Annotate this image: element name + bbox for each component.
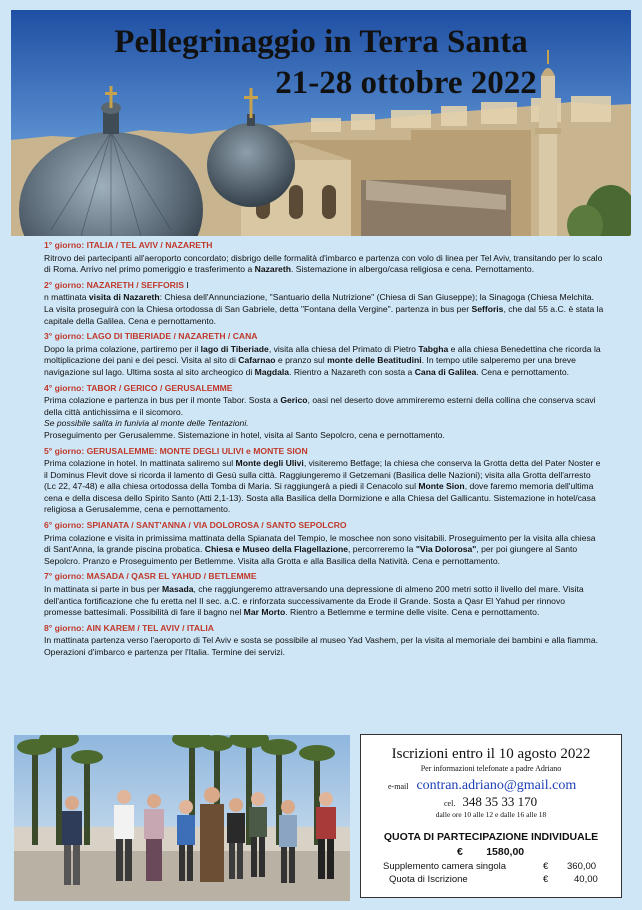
quota-amount: 1580,00 [486,846,525,858]
signup-deadline: Iscrizioni entro il 10 agosto 2022 [391,746,591,762]
highlight-text: Monte degli Ulivi [235,458,304,469]
day-description [44,253,604,276]
day-title [44,446,604,458]
day-number: 8° giorno: [44,622,85,633]
description-text: , visiteremo Betfage; la chiesa che conserva la Grotta detta del Pater Noster e il Dominus Flevit dove si ricorda il lamento di Gesù sulla città. Raggiungeremo il Getzemani (Basilica delle Nazioni); visita alla Grotta dell'arresto (Lc 22, 47-48) e alla chiesa ortodossa della Tomba di Maria. Si raggiungerà a piedi il Cenacolo sul [44,458,601,492]
highlight-text: "Via Dolorosa" [415,544,477,555]
description-text: , percorreremo la [348,544,416,555]
description-text: e pranzo sul [275,355,328,366]
page-title: Pellegrinaggio in Terra Santa [114,24,528,60]
itinerary-day [44,331,604,378]
day-route: NAZARETH / SEFFORIS [86,279,184,290]
day-title-suffix: I [184,279,189,290]
day-title [44,520,604,532]
day-title [44,240,604,252]
day-route: MASADA / QASR EL YAHUD / BETLEMME [86,571,257,582]
group-photo [14,735,350,901]
day-route: GERUSALEMME: MONTE DEGLI ULIVI e MONTE SION [86,445,308,456]
extra-label: Supplemento camera singola [383,861,507,872]
day-route: ITALIA / TEL AVIV / NAZARETH [86,240,213,250]
description-text: , per poi giungere al Santo Sepolcro. Pranzo e Proseguimento per Betlemme. Visita alla Grotta e alla Basilica della Natività. Cena e pernottamento. [44,544,578,566]
description-text: , oasi nel deserto dove ammireremo esterni della collina che conserva scavi della città antichissima e il sicomoro. [44,395,596,417]
day-description [44,584,604,619]
phone-number: 348 35 33 170 [462,794,538,809]
day-description [44,395,604,441]
quota-title: QUOTA DI PARTECIPAZIONE INDIVIDUALE [383,831,599,843]
itinerary-day [44,383,604,442]
extra-label: Quota di Iscrizione [389,874,468,885]
description-text: In mattinata partenza verso l'aeroporto di Tel Aviv e sosta se possibile al museo Yad Vashem, per la visita al memoriale dei bambini e alla fiamma. Operazioni d'imbarco e partenza per l'Italia. Termine dei servizi. [44,635,598,657]
day-number: 2° giorno: [44,279,85,290]
highlight-text: monte delle Beatitudini [327,355,422,366]
day-number: 4° giorno: [44,382,85,393]
day-number: 1° giorno: [44,240,85,250]
page-dates: 21-28 ottobre 2022 [275,65,537,101]
highlight-text: Cana di Galilea [414,366,477,377]
day-title [44,280,604,292]
pilgrims-group-illustration [14,735,350,901]
description-text: , visita alla chiesa del Primato di Pietro [268,343,419,354]
itinerary-day [44,623,604,659]
description-text: In mattinata si parte in bus per [44,584,162,595]
email-label: e-mail [388,782,409,791]
description-text: , dove faremo memoria dell'ultima cena e della discesa dello Spirito Santo (Atti 2,1-13). Sosta alla Basilica della Dormizione e alla Chiesa del Gallicantu. Sistemazione in hotel/casa religiosa a Gerusalemme, cena e pernottamento. [44,481,596,515]
day-title [44,331,604,343]
day-title [44,623,604,635]
day-number: 3° giorno: [44,331,85,342]
highlight-text: Magdala [254,366,290,377]
signup-info-box [360,734,622,898]
extra-amount: 360,00 [567,861,597,872]
phone-row [444,793,537,811]
day-route: TABOR / GERICO / GERUSALEMME [86,382,233,393]
highlight-text: visita di Nazareth [88,292,160,303]
quota-currency: € [457,846,463,858]
day-route: LAGO DI TIBERIADE / NAZARETH / CANA [86,331,258,342]
description-text: Se possibile salita in funivia al monte delle Tentazioni. [44,418,249,429]
description-text: . Sistemazione in albergo/casa religiosa e cena. Pernottamento. [290,264,535,275]
itinerary-day [44,446,604,517]
extra-row-single-room [383,861,623,873]
description-text: Ritrovo dei partecipanti all'aeroporto concordato; disbrigo delle formalità d'imbarco e partenza con volo di linea per Tel Aviv, transitando per lo scalo di Roma. Arrivo nel primo pomeriggio e trasferimento a [44,252,603,275]
phone-hours: dalle ore 10 alle 12 e dalle 16 alle 18 [435,810,547,819]
day-description [44,292,604,327]
day-description [44,635,604,658]
extra-row-registration [389,874,629,886]
extra-currency: € [543,874,549,885]
day-route: SPIANATA / SANT'ANNA / VIA DOLOROSA / SANTO SEPOLCRO [86,520,347,531]
description-text: . Rientro a Betlemme e termine delle visite. Cena e pernottamento. [285,607,540,618]
email-row [388,776,576,794]
itinerary-day [44,280,604,327]
highlight-text: Cafarnao [238,355,276,366]
highlight-text: lago di Tiberiade [200,343,269,354]
description-text: : Chiesa dell'Annunciazione, "Santuario della Nutrizione" (Chiesa di San Giuseppe); la Sinagoga (Chiesa Melchita. La visita proseguirà con la Chiesa ortodossa di San Gabriele, detta "Fontana della Vergine". partenza in bus per [44,292,594,314]
highlight-text: Mar Morto [243,607,286,618]
description-text: , che raggiungeremo attraversando una depressione di almeno 200 metri sotto il livello del mare. Visita dell'antica fortificazione che fu eretta nel II sec. a.C. e rinforzata successivamente da Erode il Grande. Sosta a Qasr El Yahud per rinnovo promesse battesimali. Possibilità di fare il bagno nel [44,584,584,618]
description-text: Prima colazione e partenza in bus per il monte Tabor. Sosta a [44,395,281,406]
description-text: . In tempo utile salperemo per una breve navigazione sul lago. Ultima sosta al sito archeogico di [44,355,576,377]
description-text: n mattinata [44,292,89,303]
day-description [44,458,604,516]
phone-label: cel. [444,799,456,808]
hero-image-jerusalem [11,10,631,236]
description-text: Proseguimento per Gerusalemme. Sistemazione in hotel, visita al Santo Sepolcro, cena e pernottamento. [44,429,445,440]
extra-currency: € [543,861,549,872]
highlight-text: Tabgha [418,343,449,354]
itinerary-day [44,520,604,567]
description-text: Prima colazione e visita in primissima mattinata della Spianata del Tempio, le moschee non sono visitabili. Proseguimento per la visita alla chiesa di Sant'Anna, la grande piscina probatica. [44,532,596,555]
day-description [44,344,604,379]
itinerary [44,240,604,663]
highlight-text: Monte Sion [418,481,465,492]
quota-price [457,846,524,858]
day-number: 5° giorno: [44,445,85,456]
day-title [44,571,604,583]
highlight-text: Masada [162,584,194,595]
description-text: , che dal 55 a.C. è stata la capitale della Galilea. Cena e pernottamento. [44,303,604,326]
day-title [44,383,604,395]
extra-amount: 40,00 [574,874,598,885]
itinerary-day [44,571,604,618]
info-contact-note: Per informazioni telefonate a padre Adriano [420,764,562,773]
highlight-text: Chiesa e Museo della Flagellazione [204,544,349,555]
day-route: AIN KAREM / TEL AVIV / ITALIA [86,622,214,633]
highlight-text: Nazareth [254,264,291,275]
day-number: 7° giorno: [44,571,85,582]
description-text: e alla chiesa Benedettina che ricorda la moltiplicazione dei pani e dei pesci. Visita al sito di [44,343,601,366]
email-link[interactable]: contran.adriano@gmail.com [416,778,577,793]
description-text: Prima colazione in hotel. In mattinata saliremo sul [44,458,236,469]
highlight-text: Sefforis [471,303,504,314]
day-description [44,533,604,568]
description-text: . Cena e pernottamento. [476,366,570,377]
highlight-text: Gerico [280,395,308,406]
description-text: Dopo la prima colazione, partiremo per il [44,343,201,354]
description-text: . Rientro a Nazareth con sosta a [289,366,415,377]
day-number: 6° giorno: [44,520,85,531]
itinerary-day [44,240,604,276]
